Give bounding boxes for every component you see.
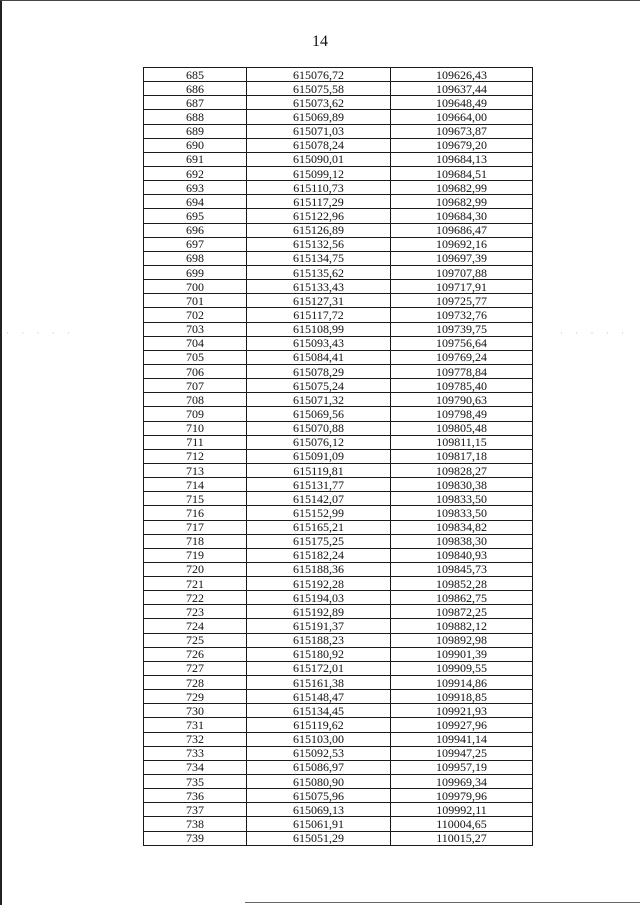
y-coordinate-cell: 109909,55 <box>391 661 533 675</box>
point-number-cell: 703 <box>144 322 247 336</box>
y-coordinate-cell: 109918,85 <box>391 690 533 704</box>
y-coordinate-cell: 109725,77 <box>391 294 533 308</box>
point-number-cell: 697 <box>144 237 247 251</box>
point-number-cell: 728 <box>144 676 247 690</box>
y-coordinate-cell: 109790,63 <box>391 393 533 407</box>
y-coordinate-cell: 109682,99 <box>391 195 533 209</box>
x-coordinate-cell: 615078,29 <box>247 364 391 378</box>
x-coordinate-cell: 615134,75 <box>247 251 391 265</box>
table-row <box>144 548 533 562</box>
y-coordinate-cell: 109852,28 <box>391 577 533 591</box>
y-coordinate-cell: 109637,44 <box>391 82 533 96</box>
point-number-cell: 692 <box>144 166 247 180</box>
x-coordinate-cell: 615076,72 <box>247 68 391 82</box>
point-number-cell: 719 <box>144 548 247 562</box>
table-row <box>144 449 533 463</box>
table-row <box>144 831 533 845</box>
x-coordinate-cell: 615180,92 <box>247 647 391 661</box>
x-coordinate-cell: 615069,56 <box>247 407 391 421</box>
y-coordinate-cell: 109833,50 <box>391 492 533 506</box>
x-coordinate-cell: 615091,09 <box>247 449 391 463</box>
point-number-cell: 704 <box>144 336 247 350</box>
x-coordinate-cell: 615075,24 <box>247 379 391 393</box>
x-coordinate-cell: 615182,24 <box>247 548 391 562</box>
x-coordinate-cell: 615161,38 <box>247 676 391 690</box>
y-coordinate-cell: 109739,75 <box>391 322 533 336</box>
table-row <box>144 407 533 421</box>
table-row <box>144 463 533 477</box>
x-coordinate-cell: 615071,32 <box>247 393 391 407</box>
table-row <box>144 421 533 435</box>
table-row <box>144 718 533 732</box>
y-coordinate-cell: 109828,27 <box>391 463 533 477</box>
x-coordinate-cell: 615175,25 <box>247 534 391 548</box>
x-coordinate-cell: 615078,24 <box>247 138 391 152</box>
y-coordinate-cell: 109684,13 <box>391 152 533 166</box>
table-row <box>144 379 533 393</box>
point-number-cell: 708 <box>144 393 247 407</box>
table-row <box>144 96 533 110</box>
table-row <box>144 478 533 492</box>
x-coordinate-cell: 615092,53 <box>247 746 391 760</box>
footer-rule <box>245 902 640 903</box>
point-number-cell: 700 <box>144 280 247 294</box>
x-coordinate-cell: 615051,29 <box>247 831 391 845</box>
y-coordinate-cell: 109679,20 <box>391 138 533 152</box>
table-row <box>144 364 533 378</box>
scan-artifact-dots-right: · · · · · <box>560 328 629 338</box>
point-number-cell: 686 <box>144 82 247 96</box>
point-number-cell: 736 <box>144 789 247 803</box>
x-coordinate-cell: 615135,62 <box>247 265 391 279</box>
table-row <box>144 350 533 364</box>
point-number-cell: 733 <box>144 746 247 760</box>
x-coordinate-cell: 615134,45 <box>247 704 391 718</box>
x-coordinate-cell: 615070,88 <box>247 421 391 435</box>
x-coordinate-cell: 615188,36 <box>247 562 391 576</box>
x-coordinate-cell: 615191,37 <box>247 619 391 633</box>
point-number-cell: 720 <box>144 562 247 576</box>
x-coordinate-cell: 615152,99 <box>247 506 391 520</box>
y-coordinate-cell: 109833,50 <box>391 506 533 520</box>
coordinates-table <box>143 67 533 846</box>
x-coordinate-cell: 615076,12 <box>247 435 391 449</box>
y-coordinate-cell: 109927,96 <box>391 718 533 732</box>
point-number-cell: 734 <box>144 760 247 774</box>
y-coordinate-cell: 109707,88 <box>391 265 533 279</box>
y-coordinate-cell: 109992,11 <box>391 803 533 817</box>
x-coordinate-cell: 615071,03 <box>247 124 391 138</box>
table-row <box>144 605 533 619</box>
x-coordinate-cell: 615192,28 <box>247 577 391 591</box>
point-number-cell: 717 <box>144 520 247 534</box>
x-coordinate-cell: 615194,03 <box>247 591 391 605</box>
table-row <box>144 435 533 449</box>
x-coordinate-cell: 615117,29 <box>247 195 391 209</box>
table-row <box>144 732 533 746</box>
page-top-edge <box>0 0 640 1</box>
x-coordinate-cell: 615069,89 <box>247 110 391 124</box>
x-coordinate-cell: 615192,89 <box>247 605 391 619</box>
table-row <box>144 152 533 166</box>
table-row <box>144 760 533 774</box>
table-row <box>144 633 533 647</box>
y-coordinate-cell: 109914,86 <box>391 676 533 690</box>
y-coordinate-cell: 109979,96 <box>391 789 533 803</box>
table-row <box>144 591 533 605</box>
y-coordinate-cell: 109845,73 <box>391 562 533 576</box>
y-coordinate-cell: 110004,65 <box>391 817 533 831</box>
point-number-cell: 710 <box>144 421 247 435</box>
x-coordinate-cell: 615108,99 <box>247 322 391 336</box>
point-number-cell: 709 <box>144 407 247 421</box>
table-row <box>144 506 533 520</box>
point-number-cell: 701 <box>144 294 247 308</box>
x-coordinate-cell: 615133,43 <box>247 280 391 294</box>
x-coordinate-cell: 615127,31 <box>247 294 391 308</box>
point-number-cell: 712 <box>144 449 247 463</box>
table-row <box>144 520 533 534</box>
x-coordinate-cell: 615148,47 <box>247 690 391 704</box>
y-coordinate-cell: 109732,76 <box>391 308 533 322</box>
point-number-cell: 723 <box>144 605 247 619</box>
table-row <box>144 492 533 506</box>
table-row <box>144 265 533 279</box>
point-number-cell: 689 <box>144 124 247 138</box>
table-row <box>144 746 533 760</box>
point-number-cell: 731 <box>144 718 247 732</box>
y-coordinate-cell: 109673,87 <box>391 124 533 138</box>
y-coordinate-cell: 109817,18 <box>391 449 533 463</box>
table-row <box>144 661 533 675</box>
table-row <box>144 647 533 661</box>
y-coordinate-cell: 109682,99 <box>391 181 533 195</box>
y-coordinate-cell: 109921,93 <box>391 704 533 718</box>
point-number-cell: 702 <box>144 308 247 322</box>
x-coordinate-cell: 615131,77 <box>247 478 391 492</box>
x-coordinate-cell: 615142,07 <box>247 492 391 506</box>
x-coordinate-cell: 615132,56 <box>247 237 391 251</box>
table-row <box>144 166 533 180</box>
point-number-cell: 696 <box>144 223 247 237</box>
y-coordinate-cell: 109648,49 <box>391 96 533 110</box>
page-number: 14 <box>312 33 328 50</box>
x-coordinate-cell: 615084,41 <box>247 350 391 364</box>
table-row <box>144 68 533 82</box>
point-number-cell: 725 <box>144 633 247 647</box>
y-coordinate-cell: 110015,27 <box>391 831 533 845</box>
y-coordinate-cell: 109834,82 <box>391 520 533 534</box>
x-coordinate-cell: 615110,73 <box>247 181 391 195</box>
table-row <box>144 704 533 718</box>
point-number-cell: 711 <box>144 435 247 449</box>
point-number-cell: 732 <box>144 732 247 746</box>
y-coordinate-cell: 109684,30 <box>391 209 533 223</box>
y-coordinate-cell: 109697,39 <box>391 251 533 265</box>
y-coordinate-cell: 109805,48 <box>391 421 533 435</box>
y-coordinate-cell: 109686,47 <box>391 223 533 237</box>
y-coordinate-cell: 109872,25 <box>391 605 533 619</box>
y-coordinate-cell: 109969,34 <box>391 775 533 789</box>
table-row <box>144 82 533 96</box>
x-coordinate-cell: 615099,12 <box>247 166 391 180</box>
table-row <box>144 336 533 350</box>
x-coordinate-cell: 615103,00 <box>247 732 391 746</box>
x-coordinate-cell: 615075,58 <box>247 82 391 96</box>
point-number-cell: 737 <box>144 803 247 817</box>
point-number-cell: 695 <box>144 209 247 223</box>
table-row <box>144 775 533 789</box>
point-number-cell: 729 <box>144 690 247 704</box>
point-number-cell: 726 <box>144 647 247 661</box>
x-coordinate-cell: 615061,91 <box>247 817 391 831</box>
point-number-cell: 706 <box>144 364 247 378</box>
point-number-cell: 688 <box>144 110 247 124</box>
table-row <box>144 308 533 322</box>
y-coordinate-cell: 109756,64 <box>391 336 533 350</box>
x-coordinate-cell: 615188,23 <box>247 633 391 647</box>
y-coordinate-cell: 109862,75 <box>391 591 533 605</box>
y-coordinate-cell: 109957,19 <box>391 760 533 774</box>
y-coordinate-cell: 109892,98 <box>391 633 533 647</box>
point-number-cell: 713 <box>144 463 247 477</box>
y-coordinate-cell: 109769,24 <box>391 350 533 364</box>
x-coordinate-cell: 615126,89 <box>247 223 391 237</box>
point-number-cell: 730 <box>144 704 247 718</box>
table-row <box>144 393 533 407</box>
x-coordinate-cell: 615086,97 <box>247 760 391 774</box>
point-number-cell: 714 <box>144 478 247 492</box>
table-row <box>144 237 533 251</box>
y-coordinate-cell: 109778,84 <box>391 364 533 378</box>
y-coordinate-cell: 109901,39 <box>391 647 533 661</box>
x-coordinate-cell: 615117,72 <box>247 308 391 322</box>
point-number-cell: 718 <box>144 534 247 548</box>
page-left-edge <box>0 0 2 905</box>
y-coordinate-cell: 109811,15 <box>391 435 533 449</box>
x-coordinate-cell: 615080,90 <box>247 775 391 789</box>
point-number-cell: 724 <box>144 619 247 633</box>
table-row <box>144 138 533 152</box>
x-coordinate-cell: 615122,96 <box>247 209 391 223</box>
table-row <box>144 619 533 633</box>
point-number-cell: 715 <box>144 492 247 506</box>
table-row <box>144 294 533 308</box>
table-row <box>144 110 533 124</box>
table-row <box>144 124 533 138</box>
point-number-cell: 694 <box>144 195 247 209</box>
y-coordinate-cell: 109692,16 <box>391 237 533 251</box>
x-coordinate-cell: 615073,62 <box>247 96 391 110</box>
y-coordinate-cell: 109840,93 <box>391 548 533 562</box>
x-coordinate-cell: 615093,43 <box>247 336 391 350</box>
y-coordinate-cell: 109664,00 <box>391 110 533 124</box>
point-number-cell: 687 <box>144 96 247 110</box>
coordinates-table-body <box>144 68 533 846</box>
point-number-cell: 707 <box>144 379 247 393</box>
x-coordinate-cell: 615119,81 <box>247 463 391 477</box>
y-coordinate-cell: 109684,51 <box>391 166 533 180</box>
table-row <box>144 181 533 195</box>
point-number-cell: 739 <box>144 831 247 845</box>
point-number-cell: 727 <box>144 661 247 675</box>
table-row <box>144 817 533 831</box>
y-coordinate-cell: 109785,40 <box>391 379 533 393</box>
table-row <box>144 789 533 803</box>
x-coordinate-cell: 615075,96 <box>247 789 391 803</box>
table-row <box>144 803 533 817</box>
point-number-cell: 690 <box>144 138 247 152</box>
scan-artifact-dots-left: · · · · · <box>6 328 75 338</box>
point-number-cell: 716 <box>144 506 247 520</box>
y-coordinate-cell: 109717,91 <box>391 280 533 294</box>
point-number-cell: 721 <box>144 577 247 591</box>
x-coordinate-cell: 615172,01 <box>247 661 391 675</box>
table-row <box>144 209 533 223</box>
table-row <box>144 280 533 294</box>
table-row <box>144 223 533 237</box>
table-row <box>144 195 533 209</box>
table-row <box>144 534 533 548</box>
point-number-cell: 699 <box>144 265 247 279</box>
y-coordinate-cell: 109947,25 <box>391 746 533 760</box>
x-coordinate-cell: 615069,13 <box>247 803 391 817</box>
x-coordinate-cell: 615119,62 <box>247 718 391 732</box>
x-coordinate-cell: 615090,01 <box>247 152 391 166</box>
point-number-cell: 698 <box>144 251 247 265</box>
table-row <box>144 577 533 591</box>
table-row <box>144 676 533 690</box>
y-coordinate-cell: 109941,14 <box>391 732 533 746</box>
point-number-cell: 722 <box>144 591 247 605</box>
table-row <box>144 322 533 336</box>
y-coordinate-cell: 109626,43 <box>391 68 533 82</box>
table-row <box>144 251 533 265</box>
table-row <box>144 690 533 704</box>
point-number-cell: 735 <box>144 775 247 789</box>
y-coordinate-cell: 109798,49 <box>391 407 533 421</box>
point-number-cell: 705 <box>144 350 247 364</box>
point-number-cell: 738 <box>144 817 247 831</box>
table-row <box>144 562 533 576</box>
point-number-cell: 691 <box>144 152 247 166</box>
x-coordinate-cell: 615165,21 <box>247 520 391 534</box>
point-number-cell: 685 <box>144 68 247 82</box>
point-number-cell: 693 <box>144 181 247 195</box>
y-coordinate-cell: 109838,30 <box>391 534 533 548</box>
y-coordinate-cell: 109882,12 <box>391 619 533 633</box>
y-coordinate-cell: 109830,38 <box>391 478 533 492</box>
